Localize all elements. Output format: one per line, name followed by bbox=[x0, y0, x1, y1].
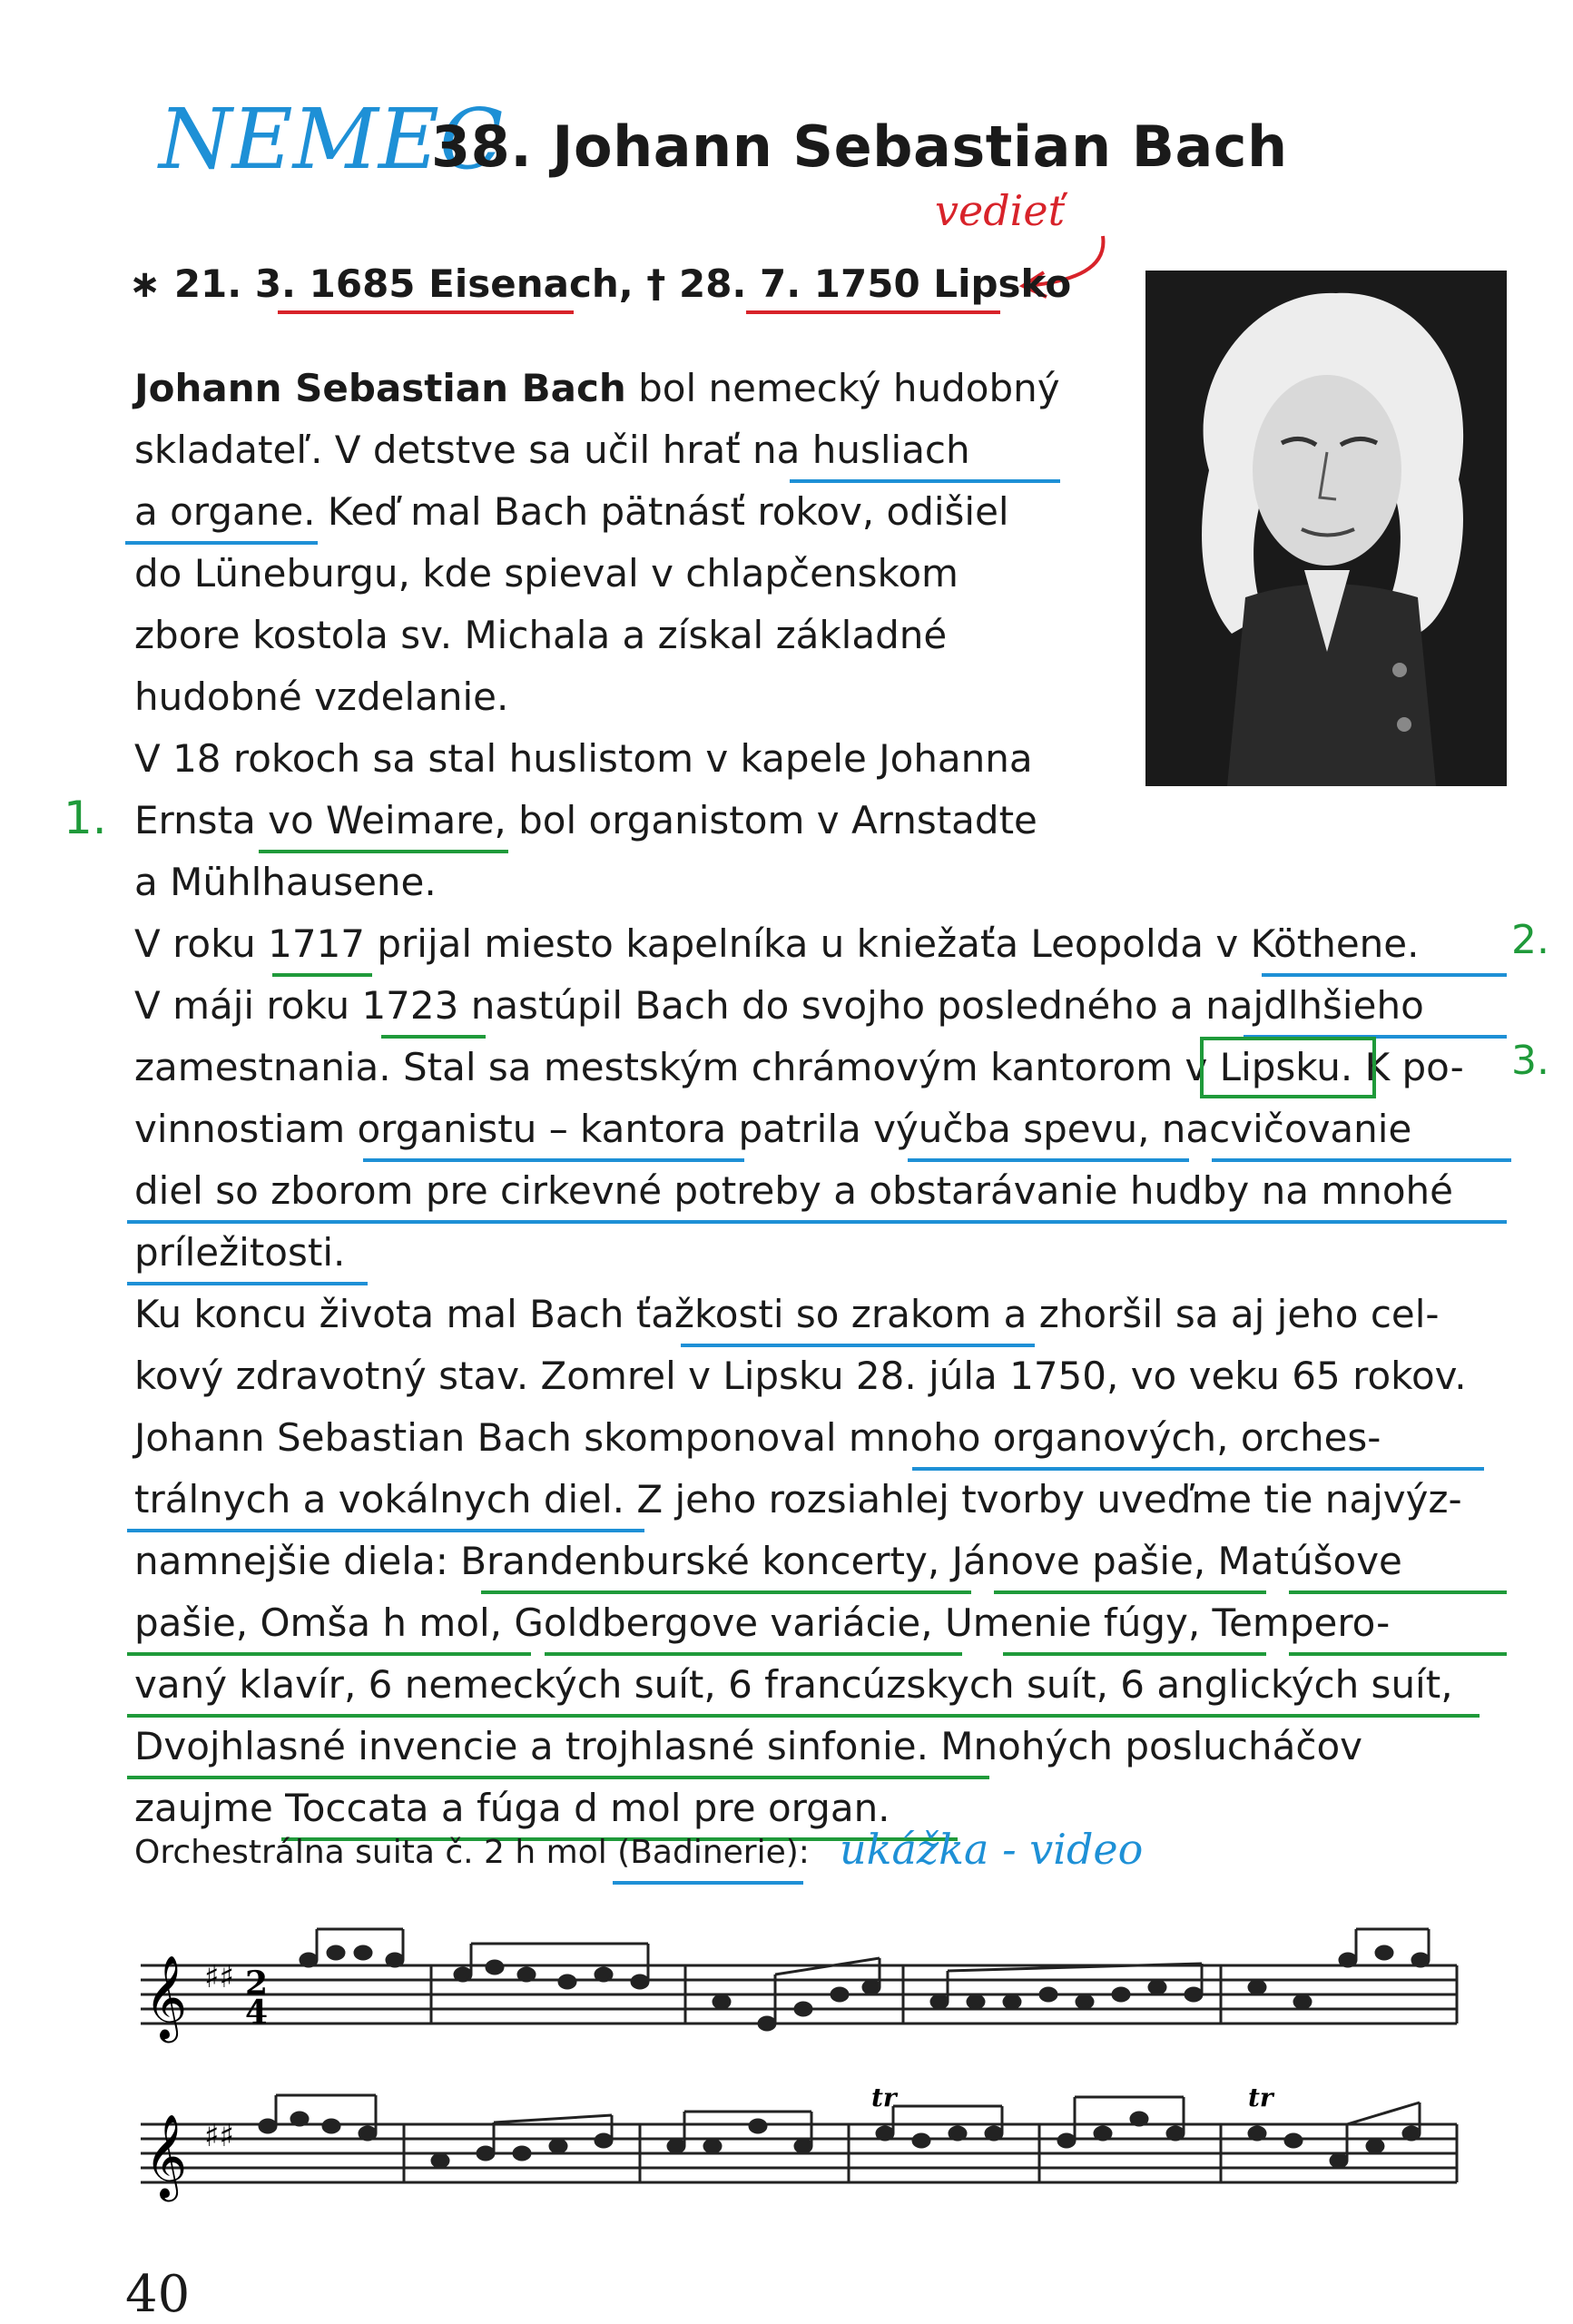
paragraph-line-1 bbox=[134, 359, 1060, 419]
key-signature-sharps: ♯♯ bbox=[204, 2118, 234, 2154]
underline-1685-eisenach bbox=[278, 310, 574, 314]
underline-klavir-suity bbox=[127, 1714, 1480, 1718]
key-signature-sharps: ♯♯ bbox=[204, 1959, 234, 1995]
underline-mnoho-diel-2 bbox=[127, 1529, 644, 1532]
paragraph-line-24: zaujme Toccata a fúga d mol pre organ. bbox=[134, 1786, 890, 1830]
paragraph-line-12: zamestnania. Stal sa mestským chrámovým kantorom v Lipsku. K po- bbox=[134, 1045, 1464, 1089]
paragraph-line-15: príležitosti. bbox=[134, 1230, 346, 1275]
paragraph-line-18: Johann Sebastian Bach skomponoval mnoho organových, orches- bbox=[134, 1415, 1381, 1460]
underline-vyucba-spevu bbox=[908, 1158, 1189, 1162]
underline-husliach bbox=[790, 479, 1060, 483]
underline-goldberg bbox=[545, 1652, 962, 1656]
underline-prilezitosti bbox=[127, 1282, 368, 1285]
paragraph-line-3: a organe. Keď mal Bach pätnásť rokov, odišiel bbox=[134, 489, 1009, 534]
paragraph-line-21: pašie, Omša h mol, Goldbergove variácie, Umenie fúgy, Tempero- bbox=[134, 1600, 1391, 1645]
time-signature-top: 2 bbox=[245, 1965, 269, 2003]
underline-diel-so-zborom bbox=[127, 1220, 1507, 1224]
underline-tempero bbox=[1289, 1652, 1507, 1656]
music-caption: Orchestrálna suita č. 2 h mol (Badinerie): bbox=[134, 1834, 810, 1871]
underline-mnoho-diel-1 bbox=[912, 1467, 1484, 1471]
music-staff-2 bbox=[132, 2070, 1466, 2251]
annotation-number-3: 3. bbox=[1511, 1038, 1549, 1084]
underline-brandenburske bbox=[481, 1590, 971, 1594]
underline-weimare bbox=[259, 850, 508, 853]
paragraph-line-9: a Mühlhausene. bbox=[134, 860, 437, 904]
trill-marking: tr bbox=[871, 2083, 897, 2112]
paragraph-line-2: skladateľ. V detstve sa učil hrať na husliach bbox=[134, 428, 970, 472]
paragraph-line-7: V 18 rokoch sa stal huslistom v kapele Johanna bbox=[134, 736, 1033, 781]
paragraph-line-4: do Lüneburgu, kde spieval v chlapčenskom bbox=[134, 551, 959, 596]
line-text: bol nemecký hudobný bbox=[625, 366, 1060, 410]
underline-janove bbox=[994, 1590, 1266, 1594]
underline-zrakom bbox=[681, 1344, 1035, 1347]
underline-1717 bbox=[272, 973, 372, 977]
box-v-lipsku bbox=[1200, 1037, 1376, 1098]
paragraph-line-5: zbore kostola sv. Michala a získal základné bbox=[134, 613, 948, 657]
underline-matusove bbox=[1289, 1590, 1507, 1594]
birth-death-dates: ∗ 21. 3. 1685 Eisenach, † 28. 7. 1750 Lipsko bbox=[129, 261, 1072, 306]
treble-clef-icon: 𝄞 bbox=[144, 1955, 188, 2039]
underline-badinerie bbox=[613, 1881, 803, 1885]
paragraph-line-13: vinnostiam organistu – kantora patrila výučba spevu, nacvičovanie bbox=[134, 1107, 1412, 1151]
paragraph-line-14: diel so zborom pre cirkevné potreby a obstarávanie hudby na mnohé bbox=[134, 1168, 1454, 1213]
paragraph-line-17: kový zdravotný stav. Zomrel v Lipsku 28. júla 1750, vo veku 65 rokov. bbox=[134, 1354, 1467, 1398]
paragraph-line-10: V roku 1717 prijal miesto kapelníka u kniežaťa Leopolda v Köthene. bbox=[134, 921, 1420, 966]
music-staff-1 bbox=[132, 1911, 1466, 2093]
paragraph-line-19: trálnych a vokálnych diel. Z jeho rozsiahlej tvorby uveďme tie najvýz- bbox=[134, 1477, 1462, 1521]
bach-portrait bbox=[1145, 271, 1507, 786]
paragraph-line-16: Ku koncu života mal Bach ťažkosti so zrakom a zhoršil sa aj jeho cel- bbox=[134, 1292, 1440, 1336]
paragraph-line-22: vaný klavír, 6 nemeckých suít, 6 francúzskych suít, 6 anglických suít, bbox=[134, 1662, 1453, 1707]
underline-1723 bbox=[381, 1035, 486, 1039]
bold-name: Johann Sebastian Bach bbox=[134, 366, 626, 410]
page-number: 40 bbox=[125, 2265, 191, 2324]
treble-clef-icon: 𝄞 bbox=[144, 2113, 188, 2198]
annotation-number-1: 1. bbox=[64, 792, 107, 844]
trill-marking: tr bbox=[1248, 2083, 1273, 2112]
annotation-nemec: NEMEC bbox=[159, 91, 504, 188]
underline-invencie bbox=[127, 1776, 989, 1779]
annotation-ukazka-video: ukážka - video bbox=[840, 1825, 1144, 1874]
underline-nacvicovanie bbox=[1212, 1158, 1511, 1162]
annotation-vediet: vedieť bbox=[935, 186, 1066, 235]
paragraph-line-6: hudobné vzdelanie. bbox=[134, 675, 509, 719]
underline-organistu-kantora bbox=[363, 1158, 744, 1162]
paragraph-line-20: namnejšie diela: Brandenburské koncerty, Jánove pašie, Matúšove bbox=[134, 1539, 1402, 1583]
annotation-number-2: 2. bbox=[1511, 917, 1549, 963]
underline-pasie-omsa bbox=[127, 1652, 531, 1656]
page-title: 38. Johann Sebastian Bach bbox=[431, 113, 1288, 180]
underline-umenie bbox=[1003, 1652, 1266, 1656]
paragraph-line-8: Ernsta vo Weimare, bol organistom v Arnstadte bbox=[134, 798, 1037, 842]
underline-kothene bbox=[1262, 973, 1507, 977]
time-signature-bottom: 4 bbox=[245, 1994, 269, 2032]
underline-1750-lipsko bbox=[746, 310, 1000, 314]
paragraph-line-11: V máji roku 1723 nastúpil Bach do svojho posledného a najdlhšieho bbox=[134, 983, 1424, 1028]
paragraph-line-23: Dvojhlasné invencie a trojhlasné sinfonie. Mnohých poslucháčov bbox=[134, 1724, 1363, 1768]
underline-organe bbox=[125, 541, 318, 545]
